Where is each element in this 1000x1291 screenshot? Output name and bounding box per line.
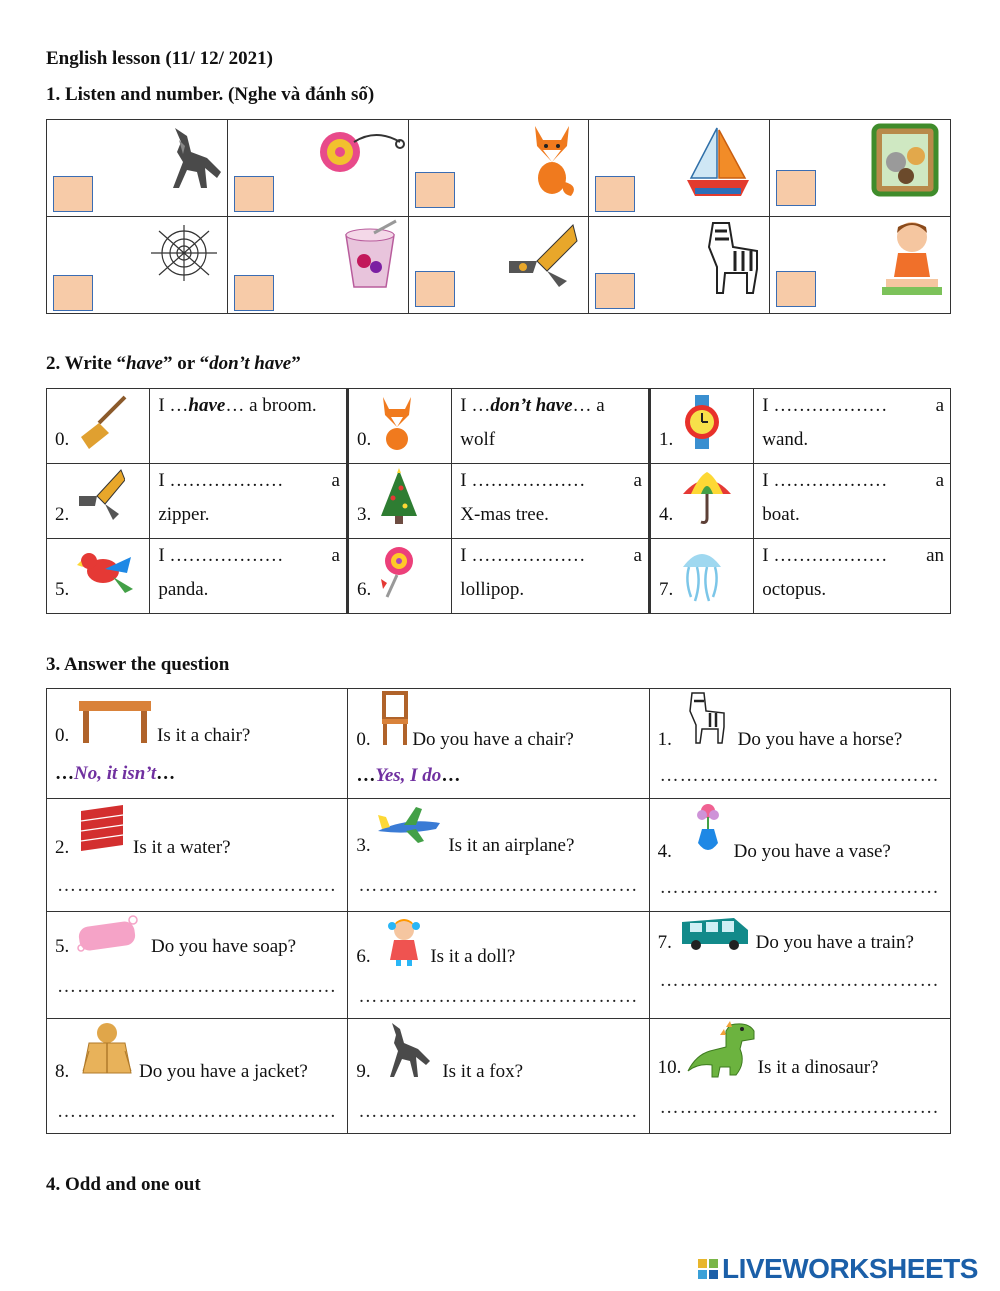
zoo-frame-icon [870,122,940,198]
listen-cell [408,217,589,314]
boat-icon [685,124,751,204]
listen-cell [770,217,951,314]
exercise-text: I ……………… an octopus. [754,539,951,614]
answer-box[interactable] [776,170,816,206]
listen-cell [227,120,408,217]
listen-cell [47,217,228,314]
filled-answer: have [188,395,226,416]
exercise-text: I … have … a broom. [150,389,348,464]
umbrella-icon [679,468,735,526]
van-icon [678,912,752,952]
answer-box[interactable] [53,176,93,212]
yoyo-icon [316,124,406,176]
spider-web-icon [149,223,219,283]
exercise-text: I …don’t have… a wolf [452,389,650,464]
yoga-boy-icon [880,217,944,299]
zipper-icon [503,221,579,291]
exercise-cell: 0. [347,389,451,464]
answer-line[interactable]: …………………………………… [659,970,940,991]
question-cell: 0. Is it a chair? …No, it isn’t… [47,689,348,799]
question-cell: 7. Do you have a train? …………………………………… [649,912,950,1019]
logo-text: LIVEWORKSHEETS [722,1253,978,1284]
doll-icon [384,916,424,968]
question-cell: 4. Do you have a vase? …………………………………… [649,799,950,912]
question-cell: 1. Do you have a horse? …………………………………… [649,689,950,799]
listen-cell [589,120,770,217]
listen-cell [227,217,408,314]
exercise-text: I ……………… a boat. [754,464,951,539]
question-cell: 2. Is it a water? …………………………………… [47,799,348,912]
jellyfish-icon [679,543,725,603]
fox-icon [525,122,579,198]
example-answer: …Yes, I do… [356,765,461,786]
section1-title: 1. Listen and number. (Nghe và đánh số) [46,84,375,105]
exercise-text: I ……………… a zipper. [150,464,348,539]
jacket-icon [81,1021,133,1081]
broom-icon [75,393,129,451]
answer-question-table [46,688,951,1134]
exercise-cell: 0. [47,389,150,464]
exercise-text: I ……………… a X-mas tree. [452,464,650,539]
listen-cell [47,120,228,217]
listen-cell [408,120,589,217]
write-have-table [46,388,951,614]
vase-icon [692,801,724,857]
answer-box[interactable] [595,273,635,309]
exercise-cell: 3. [347,464,451,539]
section2-title: 2. Write “have” or “don’t have” [46,353,301,374]
exercise-cell: 2. [47,464,150,539]
answer-line[interactable]: …………………………………… [659,877,940,898]
parrot-icon [75,543,135,599]
chair-icon [378,691,412,747]
soap-icon [73,912,143,956]
logo-mark-icon [698,1259,718,1279]
exercise-text: I ……………… a panda. [150,539,348,614]
answer-line[interactable]: …………………………………… [57,1101,337,1122]
xmas-tree-icon [377,468,421,528]
question-cell: 3. Is it an airplane? …………………………………… [348,799,649,912]
answer-box[interactable] [234,176,274,212]
answer-line[interactable]: …………………………………… [57,875,337,896]
question-cell: 8. Do you have a jacket? …………………………………… [47,1019,348,1134]
exercise-cell: 4. [649,464,753,539]
zebra-icon [684,689,728,745]
airplane-icon [376,803,442,847]
wolf-icon [378,1019,432,1081]
question-cell: 0. Do you have a chair? …Yes, I do… [348,689,649,799]
fox-icon [377,393,417,451]
answer-box[interactable] [53,275,93,311]
answer-line[interactable]: …………………………………… [57,976,337,997]
liveworksheets-logo [698,1253,978,1285]
zipper-icon [75,468,125,524]
filled-answer: don’t have [490,395,573,416]
question-cell: 9. Is it a fox? …………………………………… [348,1019,649,1134]
answer-box[interactable] [415,172,455,208]
exercise-text: I ……………… a wand. [754,389,951,464]
listen-number-table [46,119,951,314]
answer-line[interactable]: …………………………………… [358,875,639,896]
answer-line[interactable]: …………………………………… [358,986,639,1007]
listen-cell [589,217,770,314]
answer-box[interactable] [415,271,455,307]
answer-line[interactable]: …………………………………… [659,765,940,786]
yogurt-icon [340,219,400,291]
answer-box[interactable] [595,176,635,212]
wolf-icon [155,122,225,194]
question-cell: 5. Do you have soap? …………………………………… [47,912,348,1019]
answer-line[interactable]: …………………………………… [659,1097,940,1118]
answer-line[interactable]: …………………………………… [358,1101,639,1122]
table-icon [77,695,153,745]
answer-box[interactable] [234,275,274,311]
exercise-cell: 7. [649,539,753,614]
exercise-cell: 6. [347,539,451,614]
question-cell: 6. Is it a doll? …………………………………… [348,912,649,1019]
question-cell: 10. Is it a dinosaur? …………………………………… [649,1019,950,1134]
watch-icon [679,393,727,451]
exercise-cell: 1. [649,389,753,464]
zebra-icon [699,217,763,297]
page-title: English lesson (11/ 12/ 2021) [46,48,273,69]
section4-title: 4. Odd and one out [46,1174,201,1195]
dinosaur-icon [686,1019,760,1081]
answer-box[interactable] [776,271,816,307]
lollipop-icon [377,543,417,599]
exercise-text: I ……………… a lollipop. [452,539,650,614]
listen-cell [770,120,951,217]
exercise-cell: 5. [47,539,150,614]
brick-wall-icon [77,803,127,853]
example-answer: …No, it isn’t… [55,763,176,784]
section3-title: 3. Answer the question [46,654,230,675]
